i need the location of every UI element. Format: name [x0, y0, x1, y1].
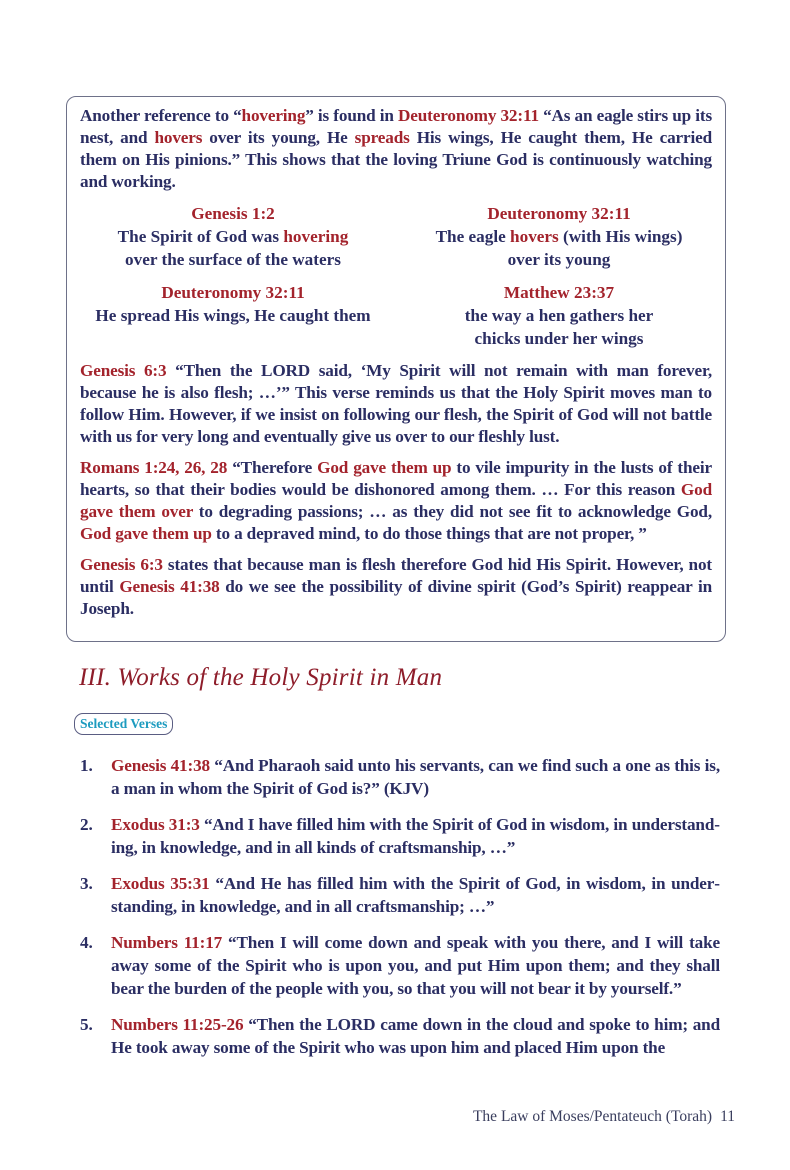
text: to vile impurity in the lusts of their hearts, so that their bodies would be dishonored among them. … For this reason — [80, 458, 713, 499]
verse-reference: Deuteronomy 32:11 — [161, 283, 305, 302]
verse-text: “And I have filled him with the Spirit of God in wisdom, in understanding, in knowledge, and in all kinds of craftsmanship, …” — [111, 815, 720, 857]
item-number: 1. — [80, 756, 93, 775]
verse-item — [80, 754, 720, 800]
cell-line: chicks under her wings — [474, 329, 644, 348]
comparison-cell — [406, 202, 712, 271]
text: Another reference to “ — [80, 106, 242, 125]
verse-reference: Genesis 41:38 — [119, 577, 220, 596]
text: to a depraved mind, to do those things that are not proper, ” — [211, 524, 647, 543]
highlight: God gave them up — [80, 524, 212, 543]
text: His wings, He caught them, He carried them on His pinions.” This shows that the loving Triune God is continuously watching and working. — [80, 128, 712, 191]
item-number: 3. — [80, 874, 93, 893]
highlight: hovering — [241, 106, 306, 125]
text: (with His wings) — [558, 227, 683, 246]
verse-text: “And He has filled him with the Spirit of God, in wisdom, in understanding, in knowledge, and in all craftsmanship; …” — [111, 874, 720, 916]
verse-reference: Numbers 11:25-26 — [111, 1015, 244, 1034]
cell-line — [406, 225, 712, 248]
text: over its young, He — [202, 128, 355, 147]
verse-list — [80, 754, 720, 1072]
highlight: spreads — [354, 128, 410, 147]
item-number: 4. — [80, 933, 93, 952]
item-number: 5. — [80, 1015, 93, 1034]
paragraph-romans — [80, 457, 712, 545]
text: states that because man is flesh therefore God hid His Spirit. However, not until — [80, 555, 712, 596]
cell-line: He spread His wings, He caught them — [95, 306, 371, 325]
verse-item — [80, 872, 720, 918]
book-title: The Law of Moses/Pentateuch (Torah) — [472, 1108, 713, 1125]
highlight: hovers — [154, 128, 203, 147]
section-heading: III. Works of the Holy Spirit in Man — [79, 664, 443, 691]
verse-reference: Genesis 41:38 — [111, 756, 210, 775]
verse-reference: Exodus 31:3 — [111, 815, 200, 834]
verse-text: “Then the LORD came down in the cloud and spoke to him; and He took away some of the Spirit who was upon him and placed Him upon the — [111, 1015, 720, 1057]
comparison-cell — [80, 202, 386, 271]
comparison-cell — [80, 281, 386, 350]
text: The eagle — [435, 227, 511, 246]
cell-line: the way a hen gathers her — [464, 306, 654, 325]
page-footer — [473, 1108, 735, 1126]
item-number: 2. — [80, 815, 93, 834]
verse-reference: Romans 1:24, 26, 28 — [80, 458, 228, 477]
text: “As an eagle stirs up its nest, and — [80, 106, 713, 147]
text: ” is found in — [305, 106, 398, 125]
verse-reference: Deuteronomy 32:11 — [398, 106, 539, 125]
cell-line: over the surface of the waters — [125, 250, 341, 269]
verse-text: “Then I will come down and speak with you there, and I will take away some of the Spirit who is upon you, and put Him upon them; and they shall bear the burden of the people with you, so that you will not bear it by yourself.” — [111, 933, 720, 998]
paragraph-summary — [80, 554, 712, 620]
paragraph-hovering — [80, 105, 712, 193]
highlight: hovers — [510, 227, 559, 246]
highlight: hovering — [283, 227, 349, 246]
verse-text: “And Pharaoh said unto his servants, can we find such a one as this is, a man in whom the Spirit of God is?” (KJV) — [111, 756, 720, 798]
text: “Then the LORD said, ‘My Spirit will not remain with man forever, because he is also flesh; …’” This verse reminds us that the Holy Spirit moves man to follow Him. However, if we insist on following our flesh, the Spirit of God will not battle with us for very long and eventually give us over to our fleshly lust. — [80, 361, 712, 446]
page-number: 11 — [720, 1108, 735, 1125]
text: do we see the possibility of divine spirit (God’s Spirit) reappear in Joseph. — [80, 577, 712, 618]
cell-line: over its young — [507, 250, 611, 269]
selected-verses-badge: Selected Verses — [74, 713, 173, 735]
comparison-grid — [80, 202, 712, 350]
paragraph-genesis-6-3 — [80, 360, 712, 448]
text: The Spirit of God was — [117, 227, 284, 246]
verse-item — [80, 1013, 720, 1059]
verse-reference: Genesis 6:3 — [80, 555, 163, 574]
commentary-box — [66, 96, 726, 642]
verse-reference: Exodus 35:31 — [111, 874, 210, 893]
highlight: God gave them over — [80, 480, 712, 521]
verse-reference: Genesis 1:2 — [191, 204, 275, 223]
cell-line — [80, 225, 386, 248]
verse-reference: Genesis 6:3 — [80, 361, 167, 380]
verse-reference: Matthew 23:37 — [503, 283, 615, 302]
verse-reference: Numbers 11:17 — [111, 933, 223, 952]
verse-item — [80, 813, 720, 859]
text: to degrading passions; … as they did not see fit to acknowledge God, — [192, 502, 712, 521]
highlight: God gave them up — [317, 458, 452, 477]
comparison-cell — [406, 281, 712, 350]
verse-reference: Deuteronomy 32:11 — [487, 204, 631, 223]
verse-item — [80, 931, 720, 1000]
text: “Therefore — [227, 458, 318, 477]
